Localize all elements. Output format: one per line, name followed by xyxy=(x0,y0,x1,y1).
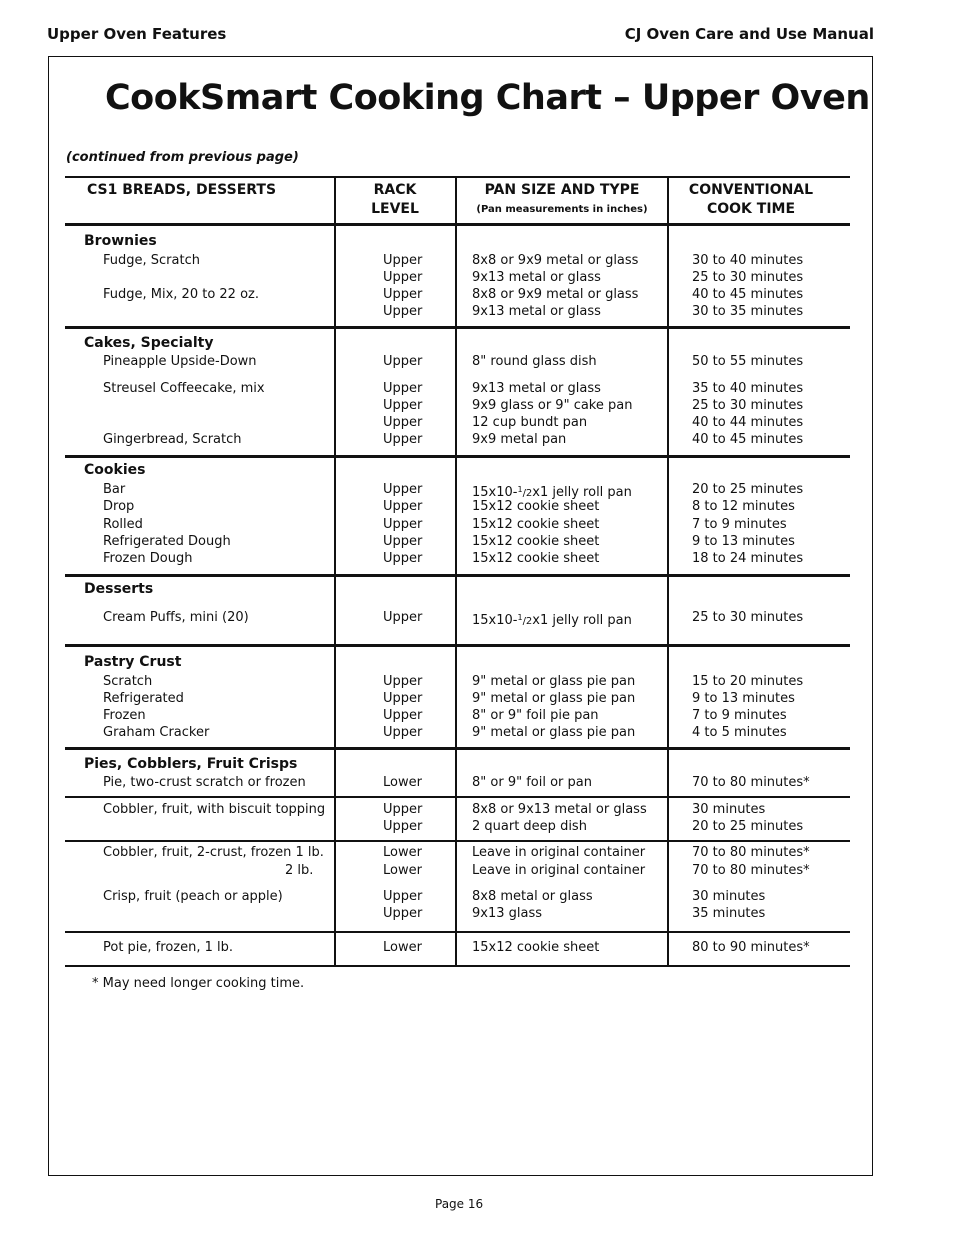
table-bottom-rule xyxy=(65,965,850,967)
section-rule xyxy=(65,455,850,458)
cook-time: 25 to 30 minutes xyxy=(692,270,804,285)
cook-time: 35 minutes xyxy=(692,906,766,921)
section-title: Pastry Crust xyxy=(84,654,182,670)
item-name: Fudge, Mix, 20 to 22 oz. xyxy=(103,287,259,302)
item-name: Fudge, Scratch xyxy=(103,253,200,268)
cook-time: 35 to 40 minutes xyxy=(692,381,804,396)
pan-type: 9x9 glass or 9" cake pan xyxy=(472,398,633,413)
rack-level: Upper xyxy=(383,354,423,369)
column-header-time-line1: CONVENTIONAL xyxy=(688,182,814,198)
section-title: Cakes, Specialty xyxy=(84,335,214,351)
pan-type xyxy=(472,609,632,630)
rack-level: Upper xyxy=(383,482,423,497)
pan-type: 15x12 cookie sheet xyxy=(472,534,600,549)
pan-type: 8x8 or 9x9 metal or glass xyxy=(472,287,639,302)
section-rule xyxy=(65,747,850,750)
pan-type: 8x8 or 9x9 metal or glass xyxy=(472,253,639,268)
item-name: Pot pie, frozen, 1 lb. xyxy=(103,940,233,955)
pan-type: 15x12 cookie sheet xyxy=(472,499,600,514)
rack-level: Upper xyxy=(383,725,423,740)
item-name: Scratch xyxy=(103,674,153,689)
pan-type: Leave in original container xyxy=(472,845,646,860)
pan-type: 15x12 cookie sheet xyxy=(472,517,600,532)
pan-type: 9" metal or glass pie pan xyxy=(472,691,636,706)
section-title: Brownies xyxy=(84,233,157,249)
cook-time: 9 to 13 minutes xyxy=(692,691,795,706)
row-rule xyxy=(65,840,850,842)
item-name: Cobbler, fruit, 2-crust, frozen 1 lb. xyxy=(103,845,324,860)
cook-time: 30 to 40 minutes xyxy=(692,253,804,268)
fraction-denominator: /2 xyxy=(522,488,533,499)
item-name: Gingerbread, Scratch xyxy=(103,432,242,447)
cook-time: 8 to 12 minutes xyxy=(692,499,795,514)
pan-type: 9" metal or glass pie pan xyxy=(472,674,636,689)
pan-type: 8" round glass dish xyxy=(472,354,597,369)
rack-level: Upper xyxy=(383,287,423,302)
table-top-rule xyxy=(65,176,850,178)
rack-level: Lower xyxy=(383,940,422,955)
column-divider xyxy=(667,176,669,966)
cook-time: 30 minutes xyxy=(692,802,766,817)
page-title: CookSmart Cooking Chart – Upper Oven xyxy=(105,78,870,118)
rack-level: Upper xyxy=(383,691,423,706)
rack-level: Upper xyxy=(383,889,423,904)
pan-type: Leave in original container xyxy=(472,863,646,878)
rack-level: Lower xyxy=(383,863,422,878)
cook-time: 30 to 35 minutes xyxy=(692,304,804,319)
cook-time: 4 to 5 minutes xyxy=(692,725,787,740)
cook-time: 20 to 25 minutes xyxy=(692,819,804,834)
pan-type: 9x13 metal or glass xyxy=(472,381,601,396)
column-header-pan-line1: PAN SIZE AND TYPE xyxy=(484,182,640,198)
rack-level: Upper xyxy=(383,398,423,413)
item-name: Crisp, fruit (peach or apple) xyxy=(103,889,283,904)
cook-time: 30 minutes xyxy=(692,889,766,904)
fraction-denominator: /2 xyxy=(522,616,533,627)
cook-time: 70 to 80 minutes* xyxy=(692,863,810,878)
fraction-numerator: 1 xyxy=(517,485,523,494)
item-name: Frozen Dough xyxy=(103,551,193,566)
pan-type: 12 cup bundt pan xyxy=(472,415,588,430)
item-name: Frozen xyxy=(103,708,146,723)
pan-type-part: 15x10- xyxy=(472,613,518,628)
column-header-time-line2: COOK TIME xyxy=(706,201,796,217)
running-header-section: Upper Oven Features xyxy=(47,25,227,43)
cook-time: 25 to 30 minutes xyxy=(692,610,804,625)
pan-type: 9x13 metal or glass xyxy=(472,270,601,285)
column-header-rack-line1: RACK xyxy=(373,182,417,198)
rack-level: Upper xyxy=(383,906,423,921)
pan-type: 8x8 metal or glass xyxy=(472,889,593,904)
cook-time: 18 to 24 minutes xyxy=(692,551,804,566)
item-name: Bar xyxy=(103,482,126,497)
cook-time: 70 to 80 minutes* xyxy=(692,845,810,860)
pan-type: 8" or 9" foil pie pan xyxy=(472,708,599,723)
cook-time: 7 to 9 minutes xyxy=(692,517,787,532)
column-header-rack-line2: LEVEL xyxy=(371,201,419,217)
section-title: Cookies xyxy=(84,462,146,478)
rack-level: Upper xyxy=(383,517,423,532)
rack-level: Upper xyxy=(383,381,423,396)
fraction-numerator: 1 xyxy=(517,613,523,622)
pan-type: 9x13 glass xyxy=(472,906,543,921)
pan-type: 8x8 or 9x13 metal or glass xyxy=(472,802,647,817)
rack-level: Upper xyxy=(383,819,423,834)
column-header-rack xyxy=(336,181,454,219)
cook-time: 50 to 55 minutes xyxy=(692,354,804,369)
rack-level: Upper xyxy=(383,551,423,566)
cook-time: 40 to 44 minutes xyxy=(692,415,804,430)
rack-level: Upper xyxy=(383,674,423,689)
section-title: Pies, Cobblers, Fruit Crisps xyxy=(84,756,298,772)
rack-level: Upper xyxy=(383,802,423,817)
item-name: Refrigerated xyxy=(103,691,184,706)
column-header-pan xyxy=(457,181,667,219)
item-name: Graham Cracker xyxy=(103,725,210,740)
page-number: Page 16 xyxy=(435,1197,484,1211)
pan-type: 9x9 metal pan xyxy=(472,432,567,447)
section-title: Desserts xyxy=(84,581,154,597)
column-header-category: CS1 BREADS, DESSERTS xyxy=(87,182,277,198)
cook-time: 40 to 45 minutes xyxy=(692,287,804,302)
pan-type-part: x1 jelly roll pan xyxy=(532,485,632,500)
item-name: Streusel Coffeecake, mix xyxy=(103,381,265,396)
continued-note: (continued from previous page) xyxy=(66,150,299,165)
cook-time: 9 to 13 minutes xyxy=(692,534,795,549)
rack-level: Upper xyxy=(383,708,423,723)
item-name: 2 lb. xyxy=(285,863,314,878)
pan-type: 15x12 cookie sheet xyxy=(472,940,600,955)
section-rule xyxy=(65,644,850,647)
rack-level: Upper xyxy=(383,253,423,268)
rack-level: Lower xyxy=(383,775,422,790)
pan-type: 9x13 metal or glass xyxy=(472,304,601,319)
column-divider xyxy=(334,176,336,966)
rack-level: Upper xyxy=(383,610,423,625)
row-rule xyxy=(65,796,850,798)
rack-level: Upper xyxy=(383,499,423,514)
rack-level: Upper xyxy=(383,415,423,430)
running-header-manual: CJ Oven Care and Use Manual xyxy=(624,25,874,43)
row-rule xyxy=(65,931,850,933)
item-name: Cream Puffs, mini (20) xyxy=(103,610,249,625)
item-name: Refrigerated Dough xyxy=(103,534,231,549)
rack-level: Upper xyxy=(383,432,423,447)
column-header-pan-line2: (Pan measurements in inches) xyxy=(476,204,648,215)
section-rule xyxy=(65,574,850,577)
cook-time: 40 to 45 minutes xyxy=(692,432,804,447)
rack-level: Lower xyxy=(383,845,422,860)
pan-type: 8" or 9" foil or pan xyxy=(472,775,592,790)
cook-time: 25 to 30 minutes xyxy=(692,398,804,413)
pan-type: 2 quart deep dish xyxy=(472,819,587,834)
item-name: Drop xyxy=(103,499,135,514)
cook-time: 7 to 9 minutes xyxy=(692,708,787,723)
item-name: Pie, two-crust scratch or frozen xyxy=(103,775,306,790)
section-rule xyxy=(65,326,850,329)
column-header-time xyxy=(669,181,833,219)
rack-level: Upper xyxy=(383,270,423,285)
item-name: Cobbler, fruit, with biscuit topping xyxy=(103,802,326,817)
pan-type: 15x12 cookie sheet xyxy=(472,551,600,566)
item-name: Pineapple Upside-Down xyxy=(103,354,257,369)
header-bottom-rule xyxy=(65,223,850,226)
pan-type-part: x1 jelly roll pan xyxy=(532,613,632,628)
column-divider xyxy=(455,176,457,966)
cook-time: 20 to 25 minutes xyxy=(692,482,804,497)
cook-time: 70 to 80 minutes* xyxy=(692,775,810,790)
pan-type-part: 15x10- xyxy=(472,485,518,500)
pan-type: 9" metal or glass pie pan xyxy=(472,725,636,740)
rack-level: Upper xyxy=(383,534,423,549)
cook-time: 80 to 90 minutes* xyxy=(692,940,810,955)
item-name: Rolled xyxy=(103,517,143,532)
footnote: * May need longer cooking time. xyxy=(92,976,305,991)
cook-time: 15 to 20 minutes xyxy=(692,674,804,689)
rack-level: Upper xyxy=(383,304,423,319)
